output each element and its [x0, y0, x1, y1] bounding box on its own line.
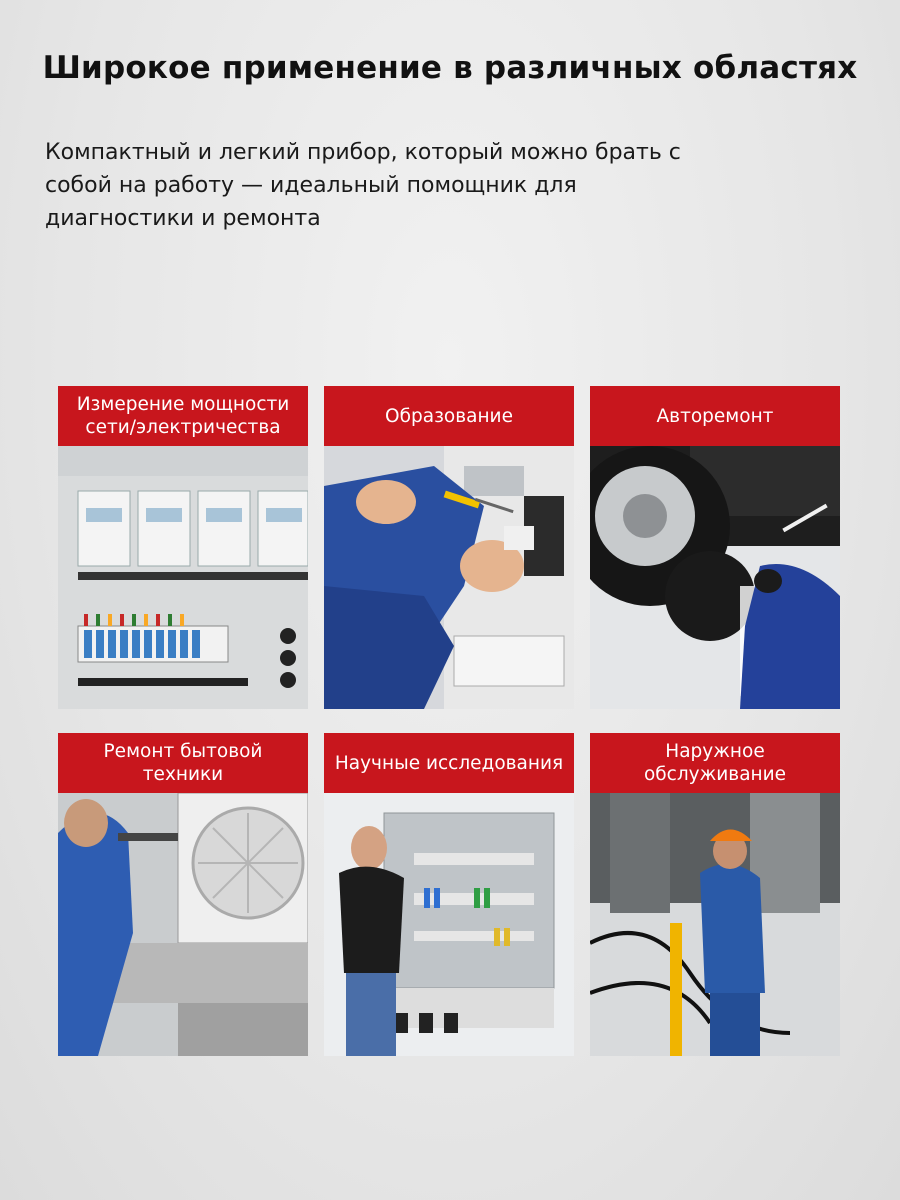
page-description: Компактный и легкий прибор, который можно брать с собой на работу — идеальный помощник для диагностики и ремонта	[45, 140, 681, 231]
card-label: Наружное обслуживание	[590, 733, 840, 793]
appliance-repair-photo	[58, 793, 308, 1056]
card-label: Измерение мощности сети/электричества	[58, 386, 308, 446]
applications-grid	[58, 386, 840, 1056]
card-research	[324, 733, 574, 1056]
page-title: Широкое применение в различных областях	[42, 50, 858, 86]
card-car-repair	[590, 386, 840, 709]
card-label: Образование	[324, 386, 574, 446]
card-appliance-repair	[58, 733, 308, 1056]
card-education	[324, 386, 574, 709]
card-label: Научные исследования	[324, 733, 574, 793]
card-power-measurement	[58, 386, 308, 709]
electric-meters-panel-photo	[58, 446, 308, 709]
research-panel-photo	[324, 793, 574, 1056]
car-repair-photo	[590, 446, 840, 709]
card-label: Ремонт бытовой техники	[58, 733, 308, 793]
card-label: Авторемонт	[590, 386, 840, 446]
education-lab-photo	[324, 446, 574, 709]
outdoor-maintenance-photo	[590, 793, 840, 1056]
card-outdoor-maintenance	[590, 733, 840, 1056]
